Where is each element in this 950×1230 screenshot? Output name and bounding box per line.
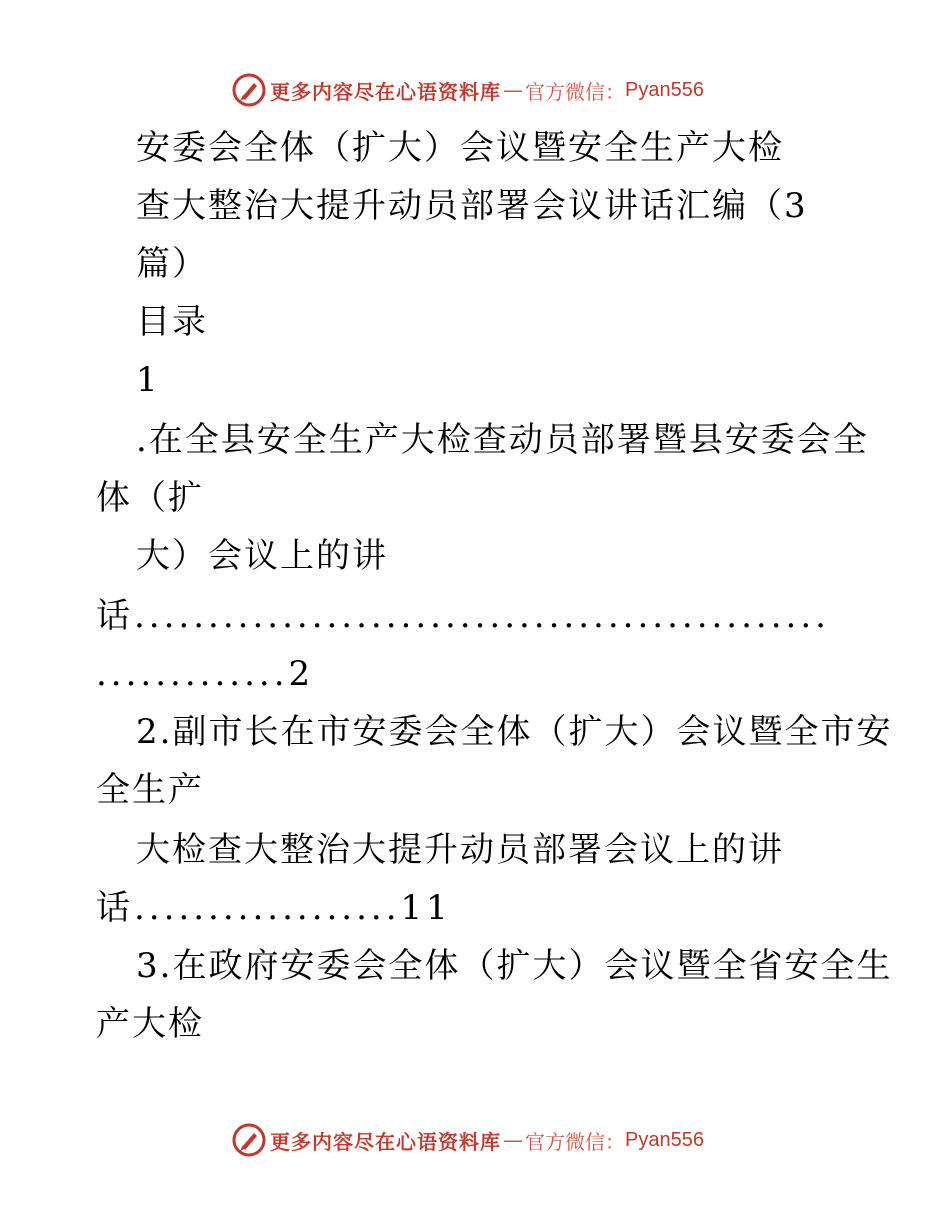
watermark-account: Pyan556 [625, 78, 704, 101]
toc-heading: 目录 [136, 302, 208, 342]
toc-item-1-line-2[interactable]: 体（扩 [96, 478, 204, 518]
watermark-account: Pyan556 [625, 1128, 704, 1151]
toc-item-1-number: 1 [136, 360, 160, 400]
toc-item-3-line-1[interactable]: 3.在政府安委会全体（扩大）会议暨全省安全生 [136, 946, 893, 986]
toc-item-2-line-3[interactable]: 大检查大整治大提升动员部署会议上的讲 [136, 830, 784, 870]
watermark-brand-text: 更多内容尽在心语资料库 [270, 1129, 501, 1154]
toc-item-2-line-1[interactable]: 2.副市长在市安委会全体（扩大）会议暨全市安 [136, 712, 893, 752]
toc-item-3-line-2[interactable]: 产大检 [96, 1004, 204, 1044]
watermark-wechat-label: 官方微信： [525, 79, 625, 104]
toc-item-1-line-3[interactable]: 大）会议上的讲 [136, 536, 388, 576]
toc-item-2-page[interactable]: 话..................11 [96, 888, 452, 928]
watermark-dash: — [503, 78, 523, 102]
header-watermark [232, 72, 704, 108]
document-title-line-3: 篇） [136, 244, 208, 284]
toc-item-1-line-4[interactable]: 话............................................... [96, 596, 830, 636]
toc-item-1-line-1[interactable]: .在全县安全生产大检查动员部署暨县安委会全 [136, 420, 869, 460]
footer-watermark [232, 1122, 704, 1158]
toc-item-2-line-2[interactable]: 全生产 [96, 770, 204, 810]
quill-pen-logo-icon [232, 1123, 266, 1157]
document-title-line-2: 查大整治大提升动员部署会议讲话汇编（3 [136, 186, 808, 226]
toc-item-1-page[interactable]: .............2 [96, 654, 315, 694]
watermark-dash: — [503, 1128, 523, 1152]
watermark-wechat-label: 官方微信： [525, 1129, 625, 1154]
watermark-brand-text: 更多内容尽在心语资料库 [270, 79, 501, 104]
quill-pen-logo-icon [232, 73, 266, 107]
document-title-line-1: 安委会全体（扩大）会议暨安全生产大检 [136, 128, 784, 168]
